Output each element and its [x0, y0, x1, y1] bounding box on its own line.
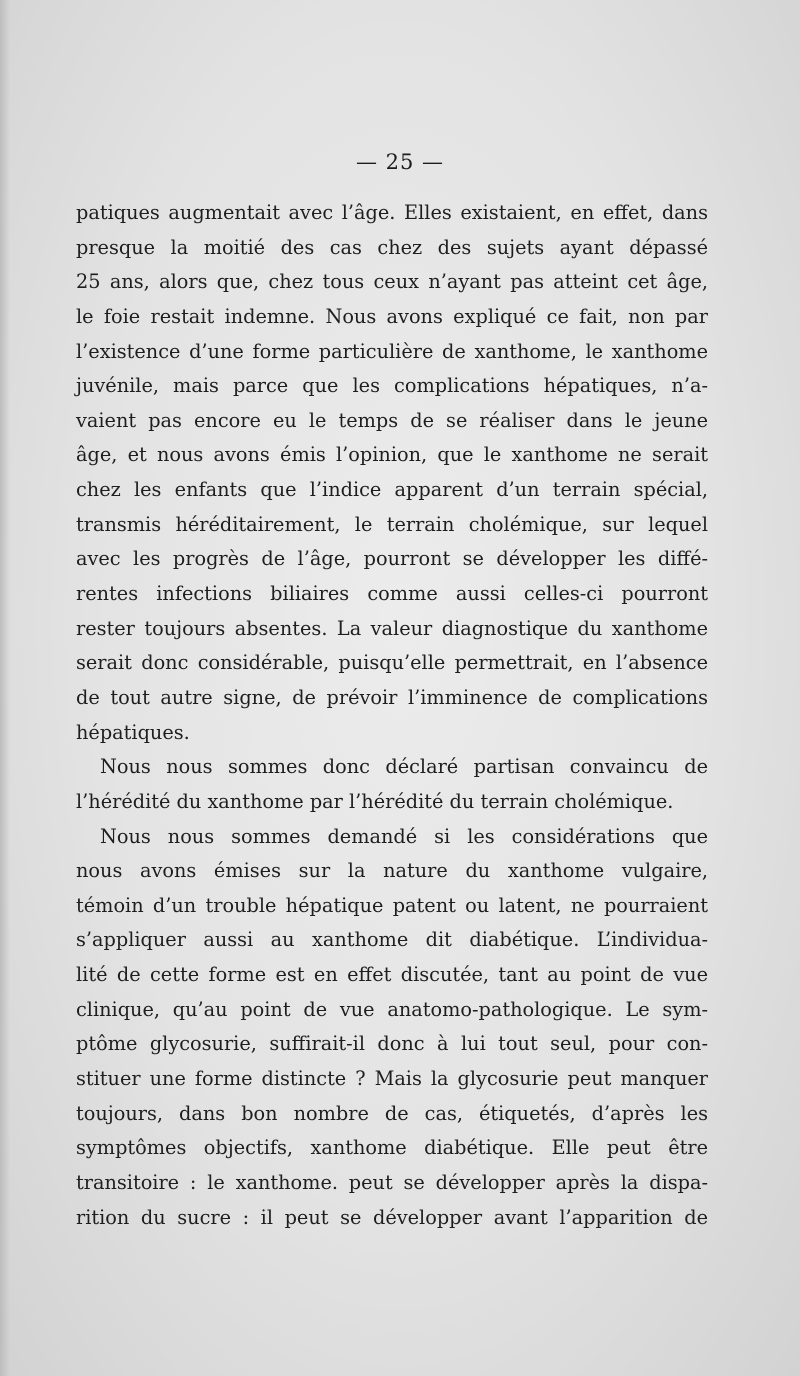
text-line: ptôme glycosurie, suffirait-il donc à lui tout seul, pour con- [76, 1032, 708, 1056]
text-line: chez les enfants que l’indice apparent d’un terrain spécial, [76, 478, 708, 502]
text-line: stituer une forme distincte ? Mais la glycosurie peut manquer [76, 1067, 708, 1091]
text-line: juvénile, mais parce que les complications hépatiques, n’a- [76, 374, 708, 398]
text-line: toujours, dans bon nombre de cas, étiquetés, d’après les [76, 1101, 708, 1125]
text-line: transitoire : le xanthome. peut se développer après la dispa- [76, 1170, 708, 1194]
text-line: Nous nous sommes donc déclaré partisan convaincu de [100, 755, 708, 779]
text-line: l’hérédité du xanthome par l’hérédité du terrain cholémique. [76, 789, 674, 813]
text-line: clinique, qu’au point de vue anatomo-pathologique. Le sym- [76, 997, 708, 1021]
text-line: rition du sucre : il peut se développer avant l’apparition de [76, 1205, 708, 1229]
text-line: nous avons émises sur la nature du xanthome vulgaire, [76, 859, 708, 883]
page-edge-shadow [0, 0, 10, 1376]
text-line: avec les progrès de l’âge, pourront se développer les diffé- [76, 547, 708, 571]
text-line: rentes infections biliaires comme aussi celles-ci pourront [76, 582, 708, 606]
text-line: vaient pas encore eu le temps de se réaliser dans le jeune [76, 408, 708, 432]
text-line: témoin d’un trouble hépatique patent ou latent, ne pourraient [76, 893, 708, 917]
text-line: symptômes objectifs, xanthome diabétique. Elle peut être [76, 1136, 708, 1160]
text-line: le foie restait indemne. Nous avons expliqué ce fait, non par [76, 304, 708, 328]
text-line: l’existence d’une forme particulière de xanthome, le xanthome [76, 339, 708, 363]
text-line: rester toujours absentes. La valeur diagnostique du xanthome [76, 616, 708, 640]
text-line: 25 ans, alors que, chez tous ceux n’ayant pas atteint cet âge, [76, 270, 708, 294]
body-text [76, 196, 708, 1235]
page-number: — 25 — [355, 150, 445, 174]
text-line: de tout autre signe, de prévoir l’imminence de complications [76, 685, 708, 709]
text-line: s’appliquer aussi au xanthome dit diabétique. L’individua- [76, 928, 708, 952]
text-line: transmis héréditairement, le terrain cholémique, sur lequel [76, 512, 708, 536]
text-line: serait donc considérable, puisqu’elle permettrait, en l’absence [76, 651, 708, 675]
text-line: patiques augmentait avec l’âge. Elles existaient, en effet, dans [76, 201, 708, 224]
text-line: Nous nous sommes demandé si les considérations que [100, 824, 708, 848]
text-line: presque la moitié des cas chez des sujets ayant dépassé [76, 235, 708, 259]
text-line: lité de cette forme est en effet discutée, tant au point de vue [76, 963, 708, 987]
text-line: âge, et nous avons émis l’opinion, que le xanthome ne serait [76, 443, 708, 467]
text-line: hépatiques. [76, 720, 190, 744]
